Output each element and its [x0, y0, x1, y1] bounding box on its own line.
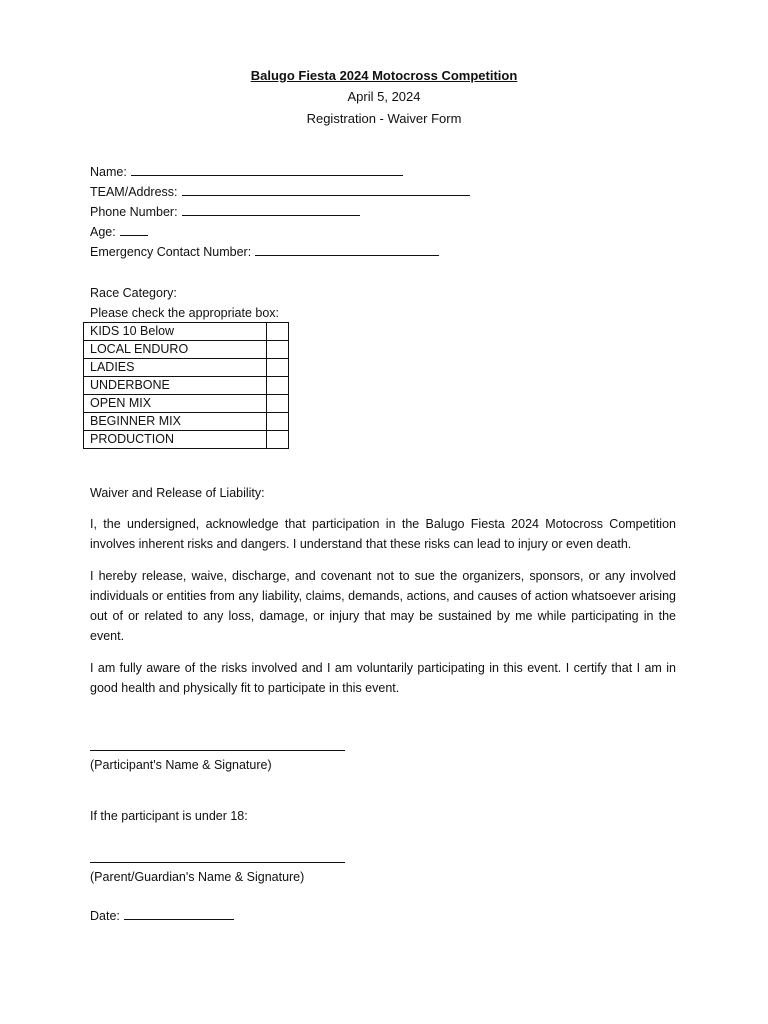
- category-checkbox[interactable]: [267, 359, 289, 377]
- participant-signature-caption: (Participant's Name & Signature): [90, 758, 272, 772]
- table-row: [84, 359, 289, 377]
- category-name: KIDS 10 Below: [84, 323, 267, 341]
- form-title: Balugo Fiesta 2024 Motocross Competition: [250, 68, 518, 83]
- waiver-paragraph: I hereby release, waive, discharge, and covenant not to sue the organizers, sponsors, or any involved individuals or entities from any liability, claims, demands, actions, and causes of action whatsoever arising out of or related to any loss, damage, or injury that may be sustained by me while participating in the event.: [90, 569, 676, 643]
- waiver-paragraph: I am fully aware of the risks involved and I am voluntarily participating in this event. I certify that I am in good health and physically fit to participate in this event.: [90, 661, 676, 695]
- name-field[interactable]: [90, 162, 690, 182]
- guardian-signature-line[interactable]: [90, 862, 345, 863]
- event-date: April 5, 2024: [347, 89, 421, 104]
- category-checkbox[interactable]: [267, 377, 289, 395]
- waiver-heading: Waiver and Release of Liability:: [90, 486, 265, 500]
- category-name: UNDERBONE: [84, 377, 267, 395]
- table-row: [84, 323, 289, 341]
- category-name: BEGINNER MIX: [84, 413, 267, 431]
- team-address-label: TEAM/Address:: [90, 185, 178, 199]
- age-blank[interactable]: [120, 222, 148, 236]
- waiver-section: [90, 482, 676, 710]
- category-checkbox[interactable]: [267, 413, 289, 431]
- table-row: [84, 395, 289, 413]
- date-blank[interactable]: [124, 906, 234, 920]
- race-category-label: Race Category:: [90, 286, 177, 300]
- phone-number-field[interactable]: [90, 202, 690, 222]
- participant-fields: [90, 162, 690, 262]
- race-category-table: [83, 322, 289, 449]
- name-label: Name:: [90, 165, 127, 179]
- category-checkbox[interactable]: [267, 341, 289, 359]
- category-name: OPEN MIX: [84, 395, 267, 413]
- under18-label: If the participant is under 18:: [90, 809, 248, 823]
- category-checkbox[interactable]: [267, 395, 289, 413]
- age-label: Age:: [90, 225, 116, 239]
- participant-signature-line[interactable]: [90, 750, 345, 751]
- emergency-contact-blank[interactable]: [255, 242, 439, 256]
- phone-number-blank[interactable]: [182, 202, 360, 216]
- team-address-blank[interactable]: [182, 182, 470, 196]
- participant-signature-block: [90, 750, 350, 775]
- category-name: PRODUCTION: [84, 431, 267, 449]
- age-field[interactable]: [90, 222, 690, 242]
- guardian-signature-block: [90, 862, 350, 887]
- name-blank[interactable]: [131, 162, 403, 176]
- team-address-field[interactable]: [90, 182, 690, 202]
- category-checkbox[interactable]: [267, 431, 289, 449]
- table-row: [84, 341, 289, 359]
- guardian-signature-caption: (Parent/Guardian's Name & Signature): [90, 870, 305, 884]
- table-row: [84, 377, 289, 395]
- table-row: [84, 431, 289, 449]
- category-checkbox[interactable]: [267, 323, 289, 341]
- waiver-paragraph: I, the undersigned, acknowledge that participation in the Balugo Fiesta 2024 Motocross Competition involves inherent risks and dangers. I understand that these risks can lead to injury or even death.: [90, 517, 676, 551]
- category-name: LOCAL ENDURO: [84, 341, 267, 359]
- emergency-contact-label: Emergency Contact Number:: [90, 245, 252, 259]
- form-header: [0, 66, 768, 130]
- race-category-instruction: Please check the appropriate box:: [90, 306, 280, 320]
- table-row: [84, 413, 289, 431]
- race-category-section: [90, 283, 279, 323]
- date-field[interactable]: [90, 906, 234, 926]
- phone-number-label: Phone Number:: [90, 205, 178, 219]
- form-subtitle: Registration - Waiver Form: [306, 111, 462, 126]
- category-name: LADIES: [84, 359, 267, 377]
- emergency-contact-field[interactable]: [90, 242, 690, 262]
- date-label: Date:: [90, 909, 120, 923]
